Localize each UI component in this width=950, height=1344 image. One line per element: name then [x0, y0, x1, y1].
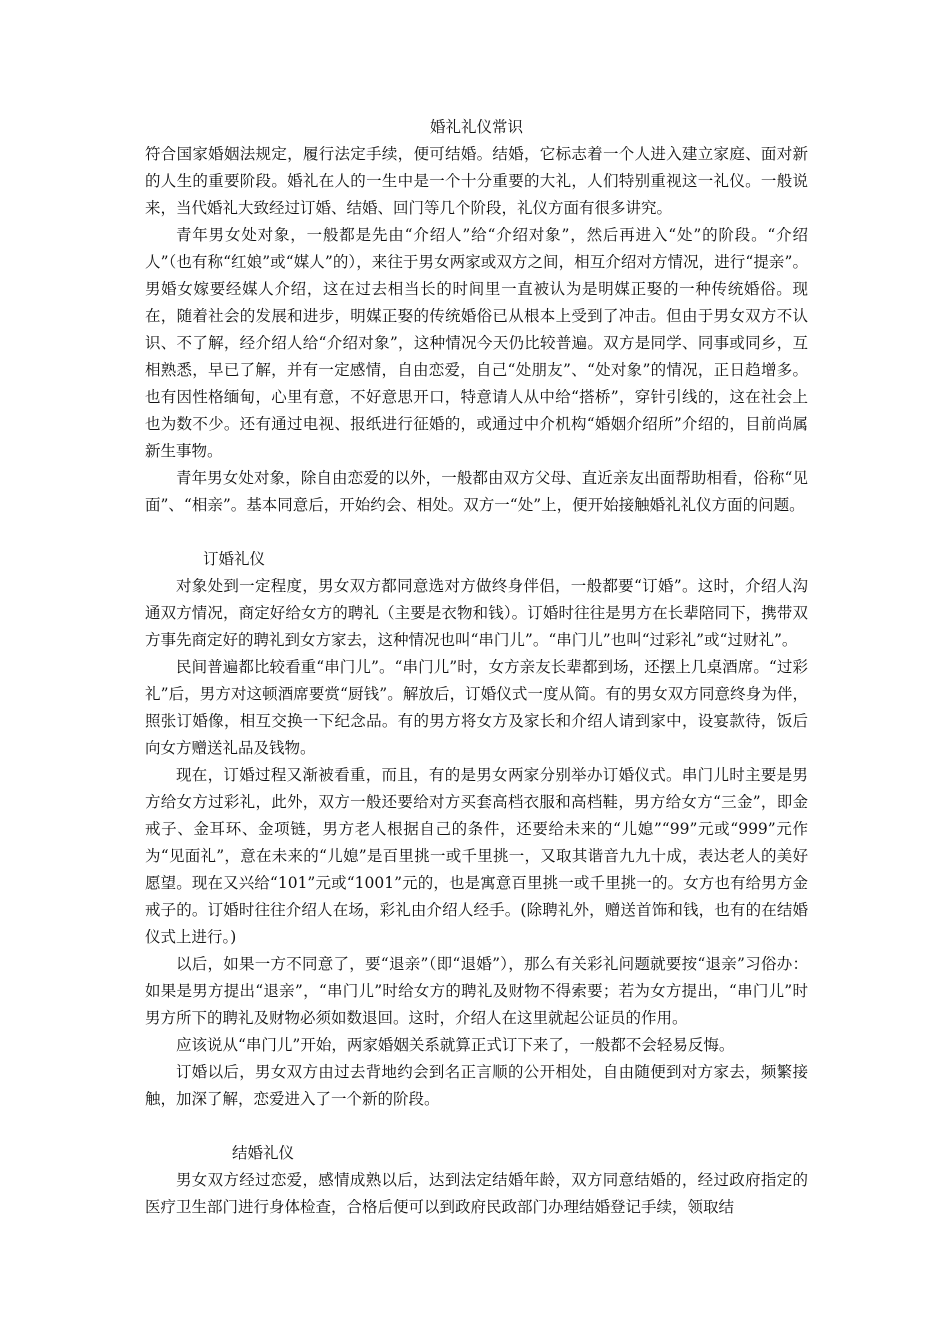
engagement-paragraph-5: 应该说从“串门儿”开始，两家婚姻关系就算正式订下来了，一般都不会轻易反悔。: [176, 1036, 735, 1054]
engagement-paragraph-3: 现在，订婚过程又渐被看重，而且，有的是男女两家分别举办订婚仪式。串门儿时主要是男方给女方过彩礼，此外，双方一般还要给对方买套高档衣服和高档鞋，男方给女方“三金”，即金戒子、金耳环、金项链，男方老人根据自己的条件，还要给未来的“儿媳”“99”元或“999”元作为“见面礼”，意在未来的“儿媳”是百里挑一或千里挑一，又取其谐音九九十成，表达老人的美好愿望。现在又兴给“101”元或“1001”元的，也是寓意百里挑一或千里挑一的。女方也有给男方金戒子的。订婚时往往介绍人在场，彩礼由介绍人经手。(除聘礼外，赠送首饰和钱，也有的在结婚仪式上进行。): [145, 766, 808, 946]
engagement-paragraph-6: 订婚以后，男女双方由过去背地约会到名正言顺的公开相处，自由随便到对方家去，频繁接触，加深了解，恋爱进入了一个新的阶段。: [145, 1063, 808, 1108]
engagement-paragraph-4: 以后，如果一方不同意了，要“退亲”（即“退婚”），那么有关彩礼问题就要按“退亲”习俗办：如果是男方提出“退亲”，“串门儿”时给女方的聘礼及财物不得索要；若为女方提出，“串门儿”时男方所下的聘礼及财物必须如数退回。这时，介绍人在这里就起公证员的作用。: [145, 955, 808, 1027]
engagement-paragraph-1: 对象处到一定程度，男女双方都同意选对方做终身伴侣，一般都要“订婚”。这时，介绍人沟通双方情况，商定好给女方的聘礼（主要是衣物和钱）。订婚时往往是男方在长辈陪同下，携带双方事先商定好的聘礼到女方家去，这种情况也叫“串门儿”。“串门儿”也叫“过彩礼”或“过财礼”。: [145, 577, 808, 649]
wedding-paragraph-1: 男女双方经过恋爱，感情成熟以后，达到法定结婚年龄，双方同意结婚的，经过政府指定的医疗卫生部门进行身体检查，合格后便可以到政府民政部门办理结婚登记手续，领取结: [145, 1171, 808, 1216]
section-heading-engagement: 订婚礼仪: [203, 550, 266, 568]
document-title: 婚礼礼仪常识: [429, 118, 523, 136]
engagement-paragraph-2: 民间普遍都比较看重“串门儿”。“串门儿”时，女方亲友长辈都到场，还摆上几桌酒席。“过彩礼”后，男方对这顿酒席要赏“厨钱”。解放后，订婚仪式一度从简。有的男女双方同意终身为伴，照张订婚像，相互交换一下纪念品。有的男方将女方及家长和介绍人请到家中，设宴款待，饭后向女方赠送礼品及钱物。: [145, 658, 808, 757]
document-body: [145, 114, 808, 1221]
section-heading-wedding: 结婚礼仪: [232, 1144, 295, 1162]
intro-paragraph-1: 符合国家婚姻法规定，履行法定手续，便可结婚。结婚，它标志着一个人进入建立家庭、面对新的人生的重要阶段。婚礼在人的一生中是一个十分重要的大礼，人们特别重视这一礼仪。一般说来，当代婚礼大致经过订婚、结婚、回门等几个阶段，礼仪方面有很多讲究。: [145, 145, 808, 217]
intro-paragraph-3: 青年男女处对象，除自由恋爱的以外，一般都由双方父母、直近亲友出面帮助相看，俗称“见面”、“相亲”。基本同意后，开始约会、相处。双方一“处”上，便开始接触婚礼礼仪方面的问题。: [145, 469, 808, 514]
intro-paragraph-2: 青年男女处对象，一般都是先由“介绍人”给“介绍对象”，然后再进入“处”的阶段。“介绍人”（也有称“红娘”或“媒人”的），来往于男女两家或双方之间，相互介绍对方情况，进行“提亲”。男婚女嫁要经媒人介绍，这在过去相当长的时间里一直被认为是明媒正娶的一种传统婚俗。现在，随着社会的发展和进步，明媒正娶的传统婚俗已从根本上受到了冲击。但由于男女双方不认识、不了解，经介绍人给“介绍对象”，这种情况今天仍比较普遍。双方是同学、同事或同乡，互相熟悉，早已了解，并有一定感情，自由恋爱，自己“处朋友”、“处对象”的情况，正日趋增多。也有因性格缅甸，心里有意，不好意思开口，特意请人从中给“搭桥”，穿针引线的，这在社会上也为数不少。还有通过电视、报纸进行征婚的，或通过中介机构“婚姻介绍所”介绍的，目前尚属新生事物。: [145, 226, 808, 460]
